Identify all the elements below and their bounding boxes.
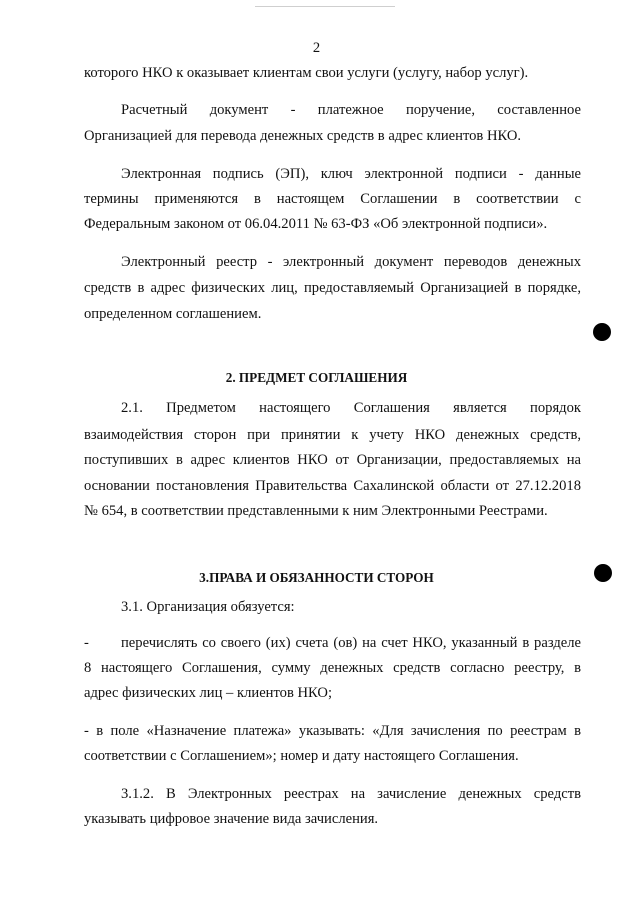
text-line: 3.1. Организация обязуется: (121, 599, 295, 615)
list-dash: - (84, 635, 89, 651)
text-line: Расчетный документ - платежное поручение, составленное (121, 102, 581, 118)
scan-edge-line (255, 6, 395, 7)
text-line: Организацией для перевода денежных средств в адрес клиентов НКО. (84, 128, 522, 144)
text-line: поступивших в адрес клиентов НКО от Организации, предоставляемых на (84, 452, 581, 468)
text-line: определенном соглашением. (84, 306, 262, 322)
text-line: средств в адрес физических лиц, предоставляемый Организацией в порядке, (84, 280, 581, 296)
text-line: взаимодействия сторон при принятии к учету НКО денежных средств, (84, 427, 581, 443)
text-line: Федеральным законом от 06.04.2011 № 63-ФЗ «Об электронной подписи». (84, 216, 548, 232)
text-line: Электронный реестр - электронный документ переводов денежных (121, 254, 581, 270)
text-line: термины применяются в настоящем Соглашении в соответствии с (84, 191, 581, 207)
text-line: соответствии с Соглашением»; номер и дату настоящего Соглашения. (84, 748, 519, 764)
text-line: перечислять со своего (их) счета (ов) на счет НКО, указанный в разделе (121, 635, 581, 651)
text-line: основании постановления Правительства Сахалинской области от 27.12.2018 (84, 478, 581, 494)
text-line: 3.1.2. В Электронных реестрах на зачисление денежных средств (121, 786, 581, 802)
section-heading: 2. ПРЕДМЕТ СОГЛАШЕНИЯ (225, 370, 408, 385)
text-line: 2.1. Предметом настоящего Соглашения является порядок (121, 400, 581, 416)
text-line: - в поле «Назначение платежа» указывать: «Для зачисления по реестрам в (84, 723, 581, 739)
text-line: Электронная подпись (ЭП), ключ электронной подписи - данные (121, 166, 581, 182)
text-line: № 654, в соответствии представленными к ним Электронными Реестрами. (84, 503, 548, 519)
text-line: адрес физических лиц – клиентов НКО; (84, 685, 333, 701)
hole-punch-mark (593, 323, 611, 341)
text-line: 8 настоящего Соглашения, сумму денежных средств согласно реестру, в (84, 660, 581, 676)
text-line: указывать цифровое значение вида зачисления. (84, 811, 379, 827)
page-number: 2 (312, 40, 321, 56)
text-line: которого НКО к оказывает клиентам свои услуги (услугу, набор услуг). (84, 65, 529, 81)
section-heading: 3.ПРАВА И ОБЯЗАННОСТИ СТОРОН (199, 570, 434, 585)
